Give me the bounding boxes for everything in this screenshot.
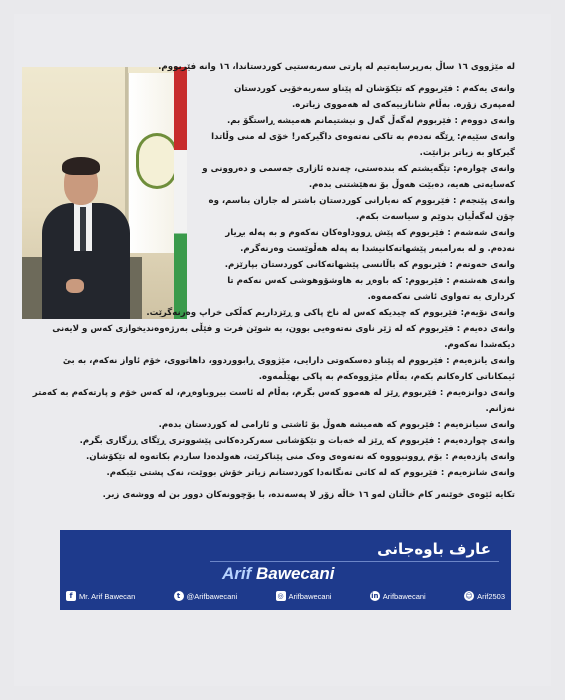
lesson-16: وانەی شانزەیەم : فێربووم کە لە کاتی تەنگانەدا کوردستانم زیاتر خۆش بووێت، نەک پشتی تێبکەم. <box>106 468 515 478</box>
closing-paragraph: تکایە ئێوەی خوێنەر کام خاڵتان لەو ١٦ خاڵە زۆر لا پەسەندە، با بۆچوونەکان دوور بن لە ووشەی زبر. <box>102 490 515 500</box>
lesson-5: وانەی پێنجەم : فێربووم کە نەیارانی کوردستان باشتر لە جاران بناسم، وە چۆن لەگەڵیان بدوێم و سیاسەت بکەم. <box>208 196 515 222</box>
twitter-icon: t <box>174 591 184 601</box>
signature-banner <box>60 530 511 610</box>
lesson-1: وانەی یەکەم : فێربووم کە تێکۆشان لە پێناو سەربەخۆیی کوردستان لەمپەری زۆرە. بەڵام شانازییەکەی لە هەمووی زیاترە. <box>233 84 515 110</box>
social-snapchat[interactable] <box>464 591 505 601</box>
lesson-11: وانەی یانزەیەم : فێربووم لە پێناو دەسکەوتی دارایی، مێژووی ڕابووردوو، داهاتووی، خۆم ئاواز نەکەم، بە بێ ئیمکاناتی کارەکانم بکەم، بەڵام مێژووەکەم بە پاکی بهێڵمەوە. <box>62 356 515 382</box>
social-label: Arif2503 <box>477 591 505 601</box>
snapchat-icon: ☺ <box>465 592 473 600</box>
facebook-icon: f <box>66 591 76 601</box>
lesson-14: وانەی چواردەیەم : فێربووم کە ڕێز لە خەبات و تێکۆشانی سەرکردەکانی پێشووتری ڕێگای ڕزگاری بگرم. <box>79 436 515 446</box>
social-label: Arifbawecani <box>288 591 332 601</box>
linkedin-icon: in <box>371 592 379 600</box>
author-name-kurdish: عارف باوەجانی <box>377 540 491 558</box>
intro-paragraph: لە مێژووی ١٦ ساڵ بەرپرسایەتیم لە پارتی سەربەستیی کوردستاندا، ١٦ وانە فێربووم. <box>158 62 515 72</box>
lesson-7: وانەی حەوتەم : فێربووم کە باڵانسی پێشهاتەکانی کوردستان بپارێزم. <box>224 260 515 270</box>
social-linkedin[interactable] <box>370 591 426 601</box>
social-facebook[interactable] <box>66 591 135 601</box>
author-name-english <box>222 564 334 584</box>
instagram-icon: ◎ <box>277 592 284 600</box>
social-instagram[interactable] <box>276 591 332 601</box>
lesson-12: وانەی دوانزەیەم : فێربووم ڕێز لە هەموو کەس بگرم، بەڵام لە ئاست بیروباوەڕم، لە کەس خۆم و پارتەکەم بە کەمتر نەزانم. <box>32 388 515 414</box>
divider <box>210 561 499 562</box>
lesson-2: وانەی دووەم : فێربووم لەگەڵ ‌‌‌‌‌‌‌‌‌‌‌‌‌‌‌‌‌‌‌‌‌‌‌گەل و نیشتیمانم هەمیشە ڕاستگۆ بم. <box>226 116 515 126</box>
lesson-6: وانەی شەشەم : فێربووم کە پێش ڕووداوەکان نەکەوم و بە پەلە بڕیار نەدەم. و لە بەرامبەر پێشهاتەکانیشدا بە پەلە هەڵوێست وەرنەگرم. <box>225 228 515 254</box>
lesson-13: وانەی سیانزەیەم : فێربووم کە هەمیشە هەوڵ بۆ ئاشتی و ئارامی لە کوردستان بدەم. <box>158 420 515 430</box>
lesson-9: وانەی نۆیەم: فێربووم کە چیدیکە کەس لە ناخ پاکی و ڕێزداریم کەڵکی خراپ وەرنەگرێت. <box>146 308 515 318</box>
lesson-10: وانەی دەیەم : فێربووم کە لە ژێر ناوی نەتەوەیی بوون، بە شوێن فرت و فێڵی بەرژەوەندیخوازی کەس و لایەنی دیکەشدا نەکەوم. <box>52 324 515 350</box>
social-label: @Arifbawecani <box>186 591 238 601</box>
author-last-name: Bawecani <box>256 564 335 583</box>
author-first-name: Arif <box>222 564 252 583</box>
social-label: Mr. Arif Bawecan <box>79 591 136 601</box>
article-body <box>22 59 515 503</box>
lesson-4: وانەی چوارەم: تێگەیشتم کە بندەستی، چەندە ئازاری جەسمی و دەروونی و کەسایەتی هەیە، دەبێت هەوڵ بۆ نەهێشتنی بدەم. <box>202 164 515 190</box>
social-label: Arifbawecani <box>382 591 426 601</box>
lesson-15: وانەی پازدەیەم : بۆم ڕوونبوووە کە نەتەوەی وەک منی پێناکرێت، هەولدەدا ساردم بکاتەوە لە تێکۆشان. <box>86 452 515 462</box>
lesson-3: وانەی سێیەم: ڕێگە نەدەم بە تاکی نەتەوەی داگیرکەر! خۆی لە منی وڵاتدا گیرکاو بە زیاتر بزانێت. <box>211 132 515 158</box>
social-links <box>66 588 505 604</box>
social-twitter[interactable] <box>174 591 238 601</box>
lesson-8: وانەی هەشتەم : فێربووم: کە باوەڕ بە هاوشۆوهوشی کەس نەکەم تا کرداری بە تەواوی ئاشی نەکەمەوە. <box>227 276 515 302</box>
